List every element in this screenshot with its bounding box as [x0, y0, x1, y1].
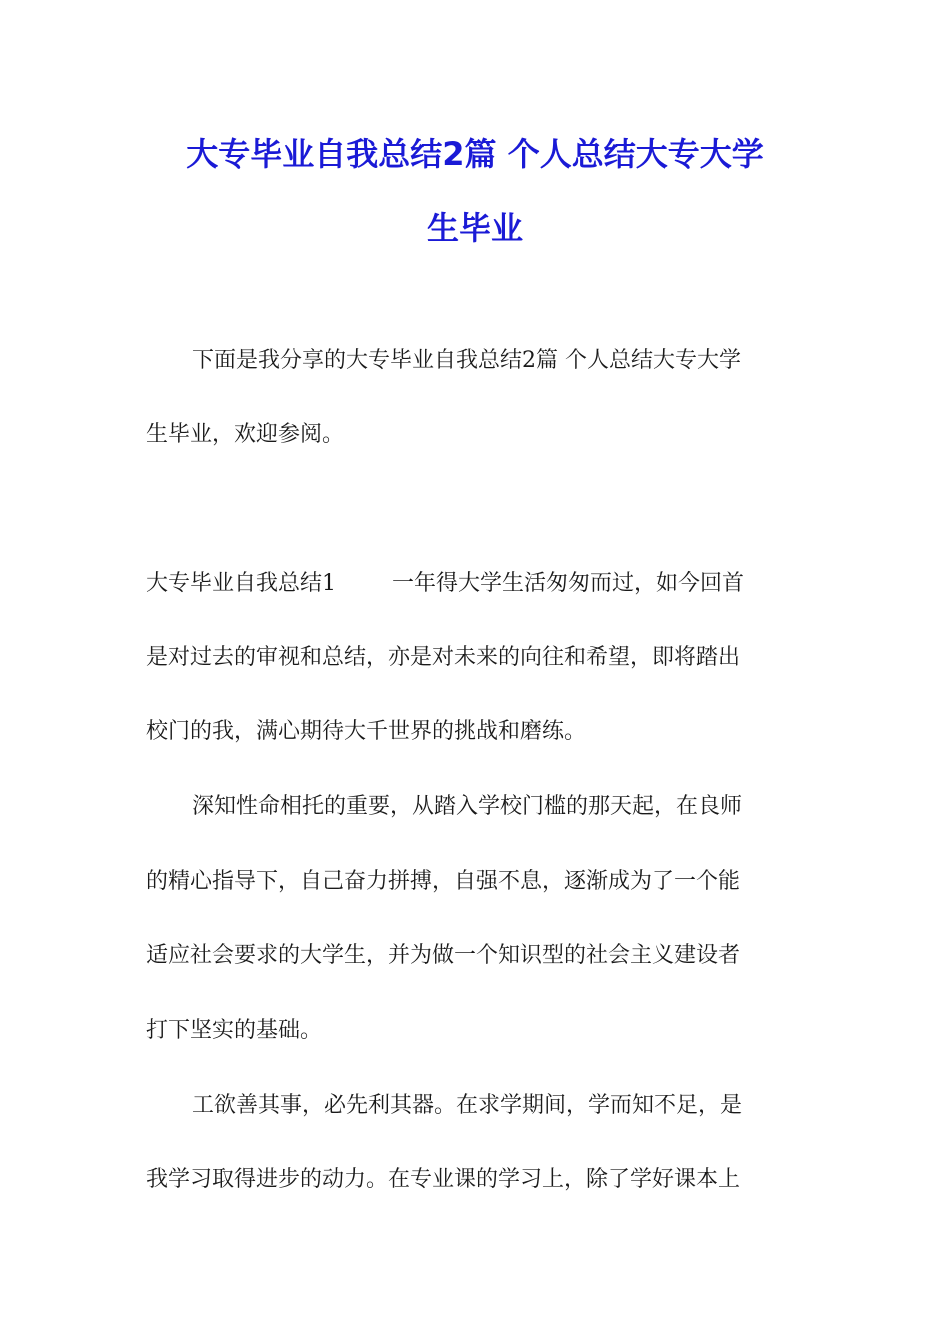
section1-line-2: 是对过去的审视和总结，亦是对未来的向往和希望，即将踏出 — [146, 645, 741, 670]
paragraph2-line-1: 深知性命相托的重要，从踏入学校门槛的那天起，在良师 — [192, 794, 743, 819]
paragraph2-line-3: 适应社会要求的大学生，并为做一个知识型的社会主义建设者 — [146, 943, 741, 968]
document-title-line-2: 生毕业 — [426, 209, 523, 247]
section1-first-line — [146, 571, 806, 597]
paragraph3-line-2: 我学习取得进步的动力。在专业课的学习上，除了学好课本上 — [146, 1167, 741, 1192]
section1-line-3: 校门的我，满心期待大千世界的挑战和磨练。 — [146, 719, 587, 744]
document-title-line-1: 大专毕业自我总结2篇 个人总结大专大学 — [186, 135, 764, 173]
section1-heading: 大专毕业自我总结1 — [146, 571, 336, 596]
paragraph3-line-1: 工欲善其事，必先利其器。在求学期间，学而知不足，是 — [192, 1093, 743, 1118]
paragraph2-line-4: 打下坚实的基础。 — [146, 1018, 323, 1043]
intro-line-1: 下面是我分享的大专毕业自我总结2篇 个人总结大专大学 — [192, 348, 741, 373]
intro-line-2: 生毕业，欢迎参阅。 — [146, 422, 345, 447]
paragraph2-line-2: 的精心指导下，自己奋力拼搏，自强不息，逐渐成为了一个能 — [146, 869, 741, 894]
section1-line-1-text: 一年得大学生活匆匆而过，如今回首 — [392, 571, 745, 596]
